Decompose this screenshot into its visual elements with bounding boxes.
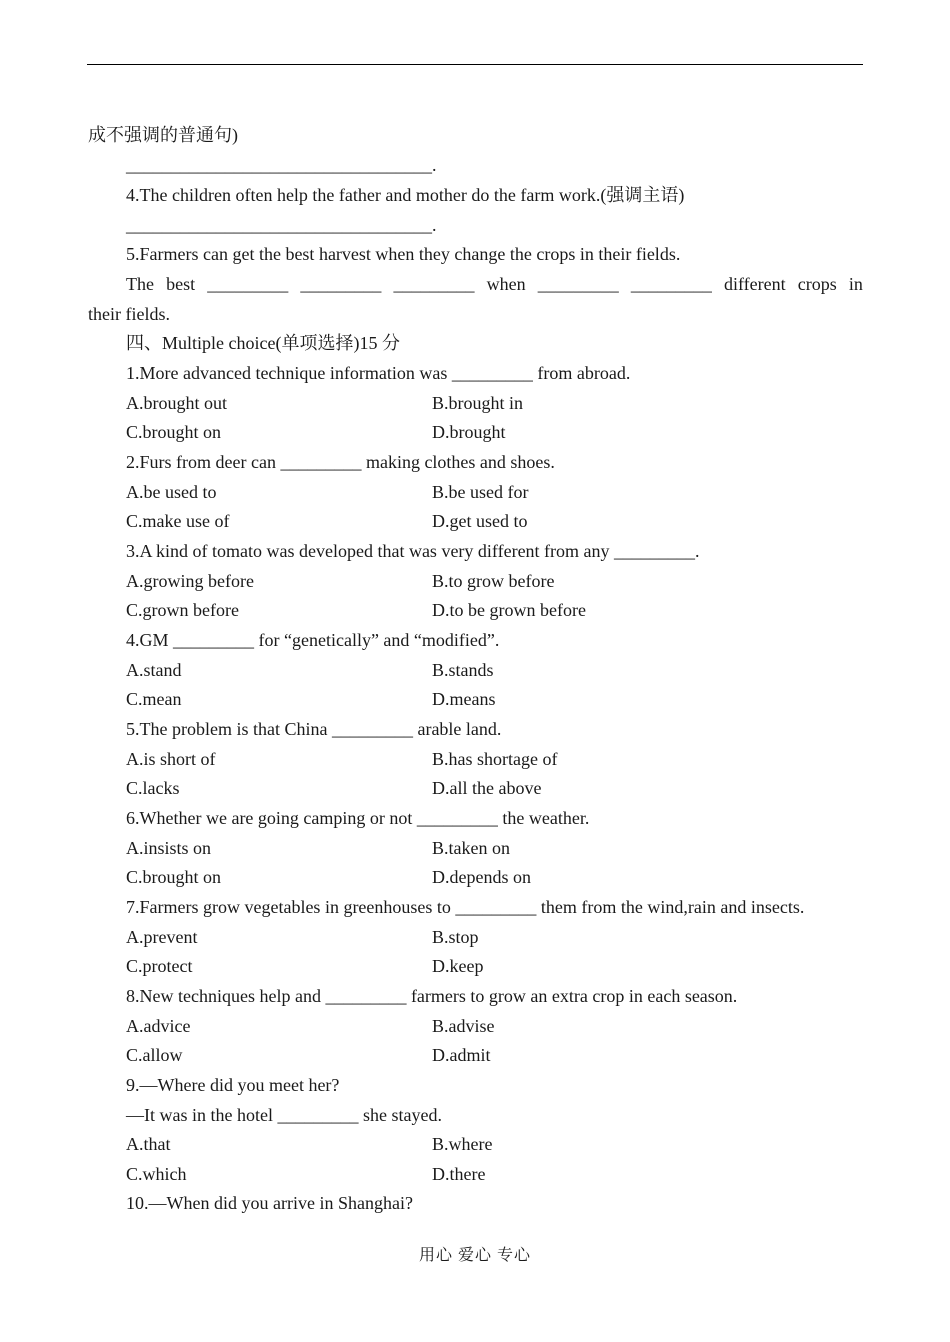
question-stem: 10.—When did you arrive in Shanghai? — [126, 1193, 413, 1213]
option-c: C.grown before — [126, 600, 239, 620]
option-d: D.get used to — [432, 511, 528, 531]
option-c: C.mean — [126, 689, 182, 709]
option-b: B.stop — [432, 927, 479, 947]
question-stem: 5.The problem is that China _________ arable land. — [126, 719, 502, 739]
rewrite-answer-5: The best _________ _________ _________ when _________ _________ different crops in — [126, 274, 863, 294]
page-footer: 用心 爱心 专心 — [418, 1247, 531, 1264]
answer-blank-line: __________________________________. — [126, 215, 437, 235]
rewrite-question-5: 5.Farmers can get the best harvest when they change the crops in their fields. — [126, 244, 681, 264]
section-heading: 四、Multiple choice(单项选择)15 分 — [126, 333, 400, 353]
option-a: A.advice — [126, 1016, 191, 1036]
option-c: C.allow — [126, 1045, 183, 1065]
option-d: D.there — [432, 1164, 486, 1184]
question-stem: 8.New techniques help and _________ farmers to grow an extra crop in each season. — [126, 986, 738, 1006]
option-b: B.to grow before — [432, 571, 555, 591]
option-a: A.that — [126, 1134, 171, 1154]
option-b: B.advise — [432, 1016, 495, 1036]
option-b: B.brought in — [432, 393, 524, 413]
option-c: C.brought on — [126, 867, 222, 887]
option-d: D.all the above — [432, 778, 542, 798]
option-c: C.make use of — [126, 511, 230, 531]
question-stem: 2.Furs from deer can _________ making clothes and shoes. — [126, 452, 555, 472]
option-b: B.taken on — [432, 838, 510, 858]
question-stem: 3.A kind of tomato was developed that was very different from any _________. — [126, 541, 700, 561]
option-d: D.means — [432, 689, 496, 709]
option-a: A.be used to — [126, 482, 217, 502]
option-b: B.stands — [432, 660, 494, 680]
option-c: C.which — [126, 1164, 187, 1184]
option-b: B.where — [432, 1134, 493, 1154]
option-a: A.is short of — [126, 749, 216, 769]
answer-blank-line: __________________________________. — [126, 155, 437, 175]
dialogue-reply: —It was in the hotel _________ she stayed. — [126, 1105, 442, 1125]
option-a: A.prevent — [126, 927, 198, 947]
option-d: D.keep — [432, 956, 484, 976]
option-c: C.protect — [126, 956, 193, 976]
question-stem: 6.Whether we are going camping or not _________ the weather. — [126, 808, 590, 828]
question-stem: 4.GM _________ for “genetically” and “modified”. — [126, 630, 500, 650]
option-d: D.to be grown before — [432, 600, 586, 620]
question-stem: 1.More advanced technique information was _________ from abroad. — [126, 363, 631, 383]
option-a: A.insists on — [126, 838, 212, 858]
option-a: A.stand — [126, 660, 182, 680]
header-rule — [87, 64, 863, 65]
option-d: D.brought — [432, 422, 506, 442]
option-b: B.has shortage of — [432, 749, 558, 769]
option-d: D.depends on — [432, 867, 531, 887]
option-d: D.admit — [432, 1045, 491, 1065]
continued-instruction: 成不强调的普通句) — [88, 125, 238, 145]
option-a: A.brought out — [126, 393, 227, 413]
option-b: B.be used for — [432, 482, 529, 502]
rewrite-answer-5-continued: their fields. — [88, 304, 170, 324]
rewrite-question-4: 4.The children often help the father and mother do the farm work.(强调主语) — [126, 185, 685, 205]
question-stem: 9.—Where did you meet her? — [126, 1075, 340, 1095]
option-a: A.growing before — [126, 571, 254, 591]
option-c: C.lacks — [126, 778, 180, 798]
option-c: C.brought on — [126, 422, 222, 442]
question-stem: 7.Farmers grow vegetables in greenhouses to _________ them from the wind,rain and insects. — [126, 897, 805, 917]
